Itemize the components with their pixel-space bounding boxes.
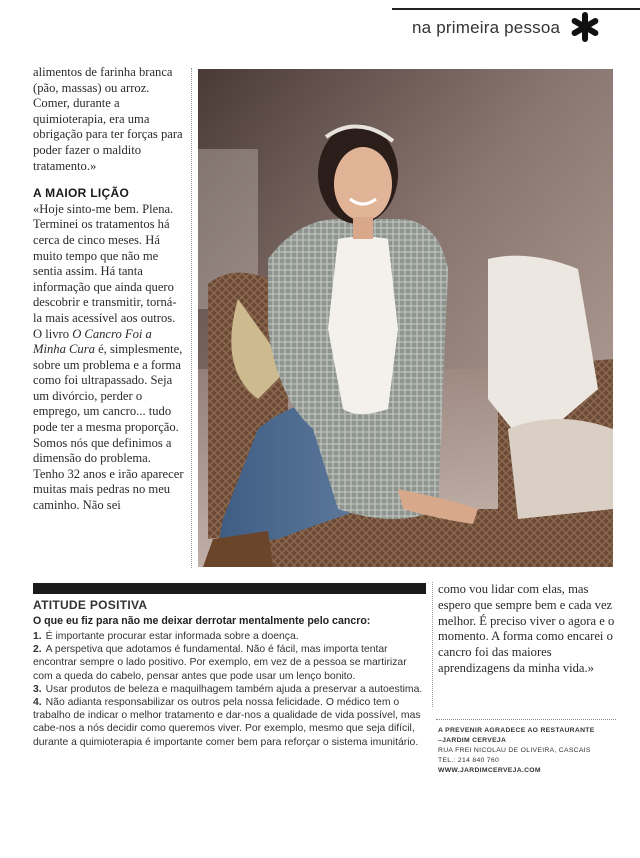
header-rule	[392, 8, 640, 10]
column-divider-bottom	[432, 582, 433, 707]
sidebar-box-attitude	[33, 598, 429, 749]
paragraph-closing: como vou lidar com elas, mas espero que sempre bem e cada vez melhor. É preciso viver o agora e o momento. A forma como encarei o cancro foi das maiores aprendizagens da minha vida.»	[438, 582, 615, 675]
credits-line: –JARDIM CERVEJA	[438, 737, 507, 744]
item-text: Usar produtos de beleza e maquilhagem também ajuda a preservar a autoestima.	[45, 683, 423, 695]
credits-line: A PREVENIR AGRADECE AO RESTAURANTE	[438, 727, 595, 734]
item-number: 2.	[33, 644, 42, 656]
item-number: 4.	[33, 697, 42, 709]
credits-rule	[436, 719, 616, 720]
paragraph-book	[33, 327, 185, 514]
portrait-photo	[198, 69, 613, 567]
paragraph-intro: alimentos de farinha branca (pão, massas) ou arroz. Comer, durante a quimioterapia, era uma obrigação para ter forças para poder fazer o maldito tratamento.»	[33, 65, 183, 173]
box-question: O que eu fiz para não me deixar derrotar mentalmente pelo cancro:	[33, 615, 371, 627]
list-item	[33, 630, 429, 643]
credits-block	[438, 726, 618, 776]
subheading-maior-licao: A MAIOR LIÇÃO	[33, 186, 130, 201]
book-suffix: é, simplesmente, sobre um problema e a forma como foi ultrapassado. Seja um divórcio, perder o emprego, um cancro... tudo pode ter a mesma proporção. Somos nós que definimos a dimensão do problema. Tenho 32 anos e irão aparecer muitas mais pedras no meu caminho. Não sei	[33, 342, 184, 513]
section-title: na primeira pessoa	[412, 18, 561, 37]
asterisk-icon	[570, 12, 600, 42]
book-prefix: O livro	[33, 326, 73, 341]
list-item	[33, 696, 429, 749]
box-title: ATITUDE POSITIVA	[33, 598, 148, 612]
list-item	[33, 683, 429, 696]
article-right-column	[438, 582, 618, 677]
credits-website: WWW.JARDIMCERVEJA.COM	[438, 767, 541, 774]
book-title: O Cancro Foi a Minha Cura	[33, 326, 152, 357]
item-text: É importante procurar estar informada sobre a doença.	[45, 631, 299, 642]
item-text: Não adianta responsabilizar os outros pela nossa felicidade. O médico tem o trabalho de indicar o melhor tratamento e dar-nos a qualidade de vida possível, mas cabe-nos a nós decidir como queremos viver. Por exemplo, mesmo que seja difícil, durante a quimioterapia é importante comer bem para reforçar o sistema imunitário.	[33, 697, 421, 748]
item-number: 1.	[33, 631, 42, 642]
box-header-bar	[33, 583, 426, 594]
credits-line: TEL.: 214 840 760	[438, 757, 500, 764]
column-divider	[191, 68, 192, 568]
item-number: 3.	[33, 683, 42, 695]
credits-line: RUA FREI NICOLAU DE OLIVEIRA, CASCAIS	[438, 747, 591, 754]
page-header	[0, 0, 640, 52]
paragraph-quote: «Hoje sinto-me bem. Plena. Terminei os tratamentos há cerca de cinco meses. Há muito tempo que não me sentia assim. Há tanta informação que ainda quero descobrir e transmitir, torná-la mais acessível aos outros.	[33, 201, 177, 325]
article-left-column	[33, 65, 185, 514]
item-text: A perspetiva que adotamos é fundamental. Não é fácil, mas importa tentar encontrar sempre o lado positivo. Por exemplo, em vez de a pessoa se martirizar com a queda do cabelo, pensar antes que pode usar um lenço bonito.	[33, 644, 407, 682]
list-item	[33, 643, 429, 683]
